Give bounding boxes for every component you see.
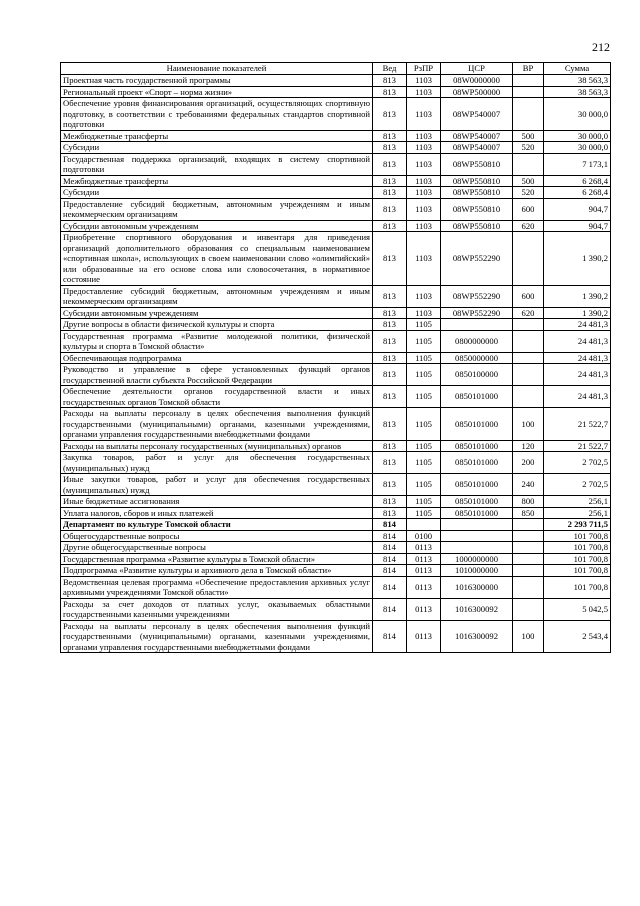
table-body bbox=[61, 75, 611, 653]
cell-name: Приобретение спортивного оборудования и инвентаря для приведения организаций дополнительного образования со специальным наименованием «спортивная школа», использующих в своем наименовании слово «олимпийский» или образованные на его основе слова или словосочетания, в нормативное состояние bbox=[61, 232, 373, 286]
cell-vr bbox=[513, 598, 544, 620]
cell-csr: 0850101000 bbox=[441, 452, 513, 474]
cell-vr: 100 bbox=[513, 408, 544, 441]
cell-csr: 08WP552290 bbox=[441, 285, 513, 307]
table-row bbox=[61, 408, 611, 441]
cell-name: Субсидии автономным учреждениям bbox=[61, 220, 373, 232]
cell-csr: 0850101000 bbox=[441, 408, 513, 441]
cell-csr: 08WP550810 bbox=[441, 198, 513, 220]
cell-name: Субсидии bbox=[61, 187, 373, 199]
cell-name: Субсидии автономным учреждениям bbox=[61, 307, 373, 319]
cell-sum: 21 522,7 bbox=[544, 408, 611, 441]
cell-sum: 101 700,8 bbox=[544, 576, 611, 598]
cell-vr bbox=[513, 576, 544, 598]
cell-ved: 813 bbox=[373, 75, 407, 87]
cell-vr bbox=[513, 565, 544, 577]
header-csr: ЦСР bbox=[441, 63, 513, 75]
cell-ved: 813 bbox=[373, 307, 407, 319]
table-row bbox=[61, 598, 611, 620]
cell-rzpr: 1103 bbox=[407, 187, 441, 199]
cell-csr: 0850101000 bbox=[441, 386, 513, 408]
cell-ved: 814 bbox=[373, 530, 407, 542]
cell-name: Государственная программа «Развитие культуры в Томской области» bbox=[61, 553, 373, 565]
table-row bbox=[61, 620, 611, 653]
cell-sum: 1 390,2 bbox=[544, 232, 611, 286]
cell-csr: 1016300092 bbox=[441, 620, 513, 653]
cell-sum: 6 268,4 bbox=[544, 175, 611, 187]
cell-name: Расходы за счет доходов от платных услуг, оказываемых областными государственными казенными учреждениями bbox=[61, 598, 373, 620]
cell-ved: 813 bbox=[373, 220, 407, 232]
cell-csr: 08WP550810 bbox=[441, 175, 513, 187]
cell-rzpr: 0113 bbox=[407, 598, 441, 620]
table-row bbox=[61, 542, 611, 554]
cell-vr: 600 bbox=[513, 198, 544, 220]
table-row bbox=[61, 496, 611, 508]
cell-rzpr: 1105 bbox=[407, 440, 441, 452]
table-header-row bbox=[61, 63, 611, 75]
cell-csr bbox=[441, 519, 513, 531]
cell-sum: 24 481,3 bbox=[544, 364, 611, 386]
table-row bbox=[61, 352, 611, 364]
cell-sum: 24 481,3 bbox=[544, 319, 611, 331]
cell-rzpr: 1103 bbox=[407, 307, 441, 319]
cell-name: Иные закупки товаров, работ и услуг для обеспечения государственных (муниципальных) нужд bbox=[61, 474, 373, 496]
cell-rzpr: 1105 bbox=[407, 330, 441, 352]
cell-csr: 0850101000 bbox=[441, 440, 513, 452]
cell-sum: 101 700,8 bbox=[544, 530, 611, 542]
cell-rzpr: 0113 bbox=[407, 553, 441, 565]
cell-name: Предоставление субсидий бюджетным, автономным учреждениям и иным некоммерческим организациям bbox=[61, 198, 373, 220]
cell-rzpr: 0113 bbox=[407, 565, 441, 577]
cell-ved: 813 bbox=[373, 330, 407, 352]
cell-ved: 813 bbox=[373, 496, 407, 508]
cell-csr: 08WP552290 bbox=[441, 307, 513, 319]
cell-name: Закупка товаров, работ и услуг для обеспечения государственных (муниципальных) нужд bbox=[61, 452, 373, 474]
cell-sum: 38 563,3 bbox=[544, 75, 611, 87]
cell-csr: 0850101000 bbox=[441, 507, 513, 519]
cell-csr: 1016300092 bbox=[441, 598, 513, 620]
cell-name: Субсидии bbox=[61, 142, 373, 154]
cell-name: Государственная программа «Развитие молодежной политики, физической культуры и спорта в Томской области» bbox=[61, 330, 373, 352]
cell-vr bbox=[513, 364, 544, 386]
cell-rzpr: 1103 bbox=[407, 142, 441, 154]
cell-name: Государственная поддержка организаций, входящих в систему спортивной подготовки bbox=[61, 153, 373, 175]
table-row bbox=[61, 474, 611, 496]
cell-rzpr: 0100 bbox=[407, 530, 441, 542]
cell-name: Обеспечение уровня финансирования организаций, осуществляющих спортивную подготовку, в соответствии с требованиями федеральных стандартов спортивной подготовки bbox=[61, 98, 373, 131]
cell-rzpr: 1103 bbox=[407, 153, 441, 175]
cell-sum: 1 390,2 bbox=[544, 307, 611, 319]
cell-vr: 800 bbox=[513, 496, 544, 508]
cell-ved: 813 bbox=[373, 130, 407, 142]
table-row bbox=[61, 565, 611, 577]
cell-vr bbox=[513, 519, 544, 531]
cell-csr: 08WP500000 bbox=[441, 86, 513, 98]
cell-vr: 620 bbox=[513, 307, 544, 319]
cell-rzpr: 1103 bbox=[407, 232, 441, 286]
cell-vr bbox=[513, 319, 544, 331]
cell-csr bbox=[441, 530, 513, 542]
table-row bbox=[61, 142, 611, 154]
cell-csr: 1016300000 bbox=[441, 576, 513, 598]
page-number: 212 bbox=[592, 40, 610, 54]
table-row bbox=[61, 364, 611, 386]
header-name: Наименование показателей bbox=[61, 63, 373, 75]
cell-rzpr: 0113 bbox=[407, 620, 441, 653]
cell-name: Другие общегосударственные вопросы bbox=[61, 542, 373, 554]
table-row bbox=[61, 519, 611, 531]
cell-name: Ведомственная целевая программа «Обеспечение предоставления архивных услуг архивными учреждениями Томской области» bbox=[61, 576, 373, 598]
table-row bbox=[61, 198, 611, 220]
table-row bbox=[61, 98, 611, 131]
cell-rzpr: 1105 bbox=[407, 386, 441, 408]
cell-csr: 0800000000 bbox=[441, 330, 513, 352]
table-row bbox=[61, 130, 611, 142]
cell-sum: 38 563,3 bbox=[544, 86, 611, 98]
cell-name: Предоставление субсидий бюджетным, автономным учреждениям и иным некоммерческим организациям bbox=[61, 285, 373, 307]
cell-name: Иные бюджетные ассигнования bbox=[61, 496, 373, 508]
cell-sum: 2 702,5 bbox=[544, 474, 611, 496]
table-row bbox=[61, 576, 611, 598]
cell-name: Межбюджетные трансферты bbox=[61, 130, 373, 142]
cell-sum: 1 390,2 bbox=[544, 285, 611, 307]
table-row bbox=[61, 285, 611, 307]
table-row bbox=[61, 187, 611, 199]
cell-sum: 101 700,8 bbox=[544, 542, 611, 554]
cell-ved: 814 bbox=[373, 519, 407, 531]
cell-vr: 520 bbox=[513, 142, 544, 154]
cell-ved: 813 bbox=[373, 452, 407, 474]
cell-vr: 120 bbox=[513, 440, 544, 452]
table-row bbox=[61, 220, 611, 232]
cell-name: Расходы на выплаты персоналу в целях обеспечения выполнения функций государственными (муниципальными) органами, казенными учреждениями, органами управления государственными внебюджетными фондами bbox=[61, 408, 373, 441]
cell-name: Уплата налогов, сборов и иных платежей bbox=[61, 507, 373, 519]
cell-rzpr: 1103 bbox=[407, 75, 441, 87]
cell-ved: 813 bbox=[373, 386, 407, 408]
cell-csr: 08WP552290 bbox=[441, 232, 513, 286]
cell-sum: 904,7 bbox=[544, 220, 611, 232]
cell-csr bbox=[441, 319, 513, 331]
cell-ved: 813 bbox=[373, 232, 407, 286]
cell-csr: 1000000000 bbox=[441, 553, 513, 565]
cell-rzpr: 0113 bbox=[407, 576, 441, 598]
cell-vr bbox=[513, 542, 544, 554]
cell-ved: 813 bbox=[373, 408, 407, 441]
cell-sum: 2 543,4 bbox=[544, 620, 611, 653]
cell-ved: 814 bbox=[373, 542, 407, 554]
table-row bbox=[61, 386, 611, 408]
cell-vr: 520 bbox=[513, 187, 544, 199]
cell-rzpr: 1103 bbox=[407, 130, 441, 142]
cell-csr: 0850100000 bbox=[441, 364, 513, 386]
budget-table bbox=[60, 62, 611, 653]
cell-vr bbox=[513, 330, 544, 352]
cell-rzpr: 1103 bbox=[407, 220, 441, 232]
cell-csr: 08WP540007 bbox=[441, 98, 513, 131]
cell-rzpr: 1105 bbox=[407, 452, 441, 474]
cell-sum: 30 000,0 bbox=[544, 98, 611, 131]
table-row bbox=[61, 86, 611, 98]
cell-rzpr: 1103 bbox=[407, 86, 441, 98]
cell-sum: 30 000,0 bbox=[544, 142, 611, 154]
table-row bbox=[61, 153, 611, 175]
cell-ved: 813 bbox=[373, 175, 407, 187]
cell-vr: 620 bbox=[513, 220, 544, 232]
table-row bbox=[61, 507, 611, 519]
cell-csr: 0850101000 bbox=[441, 474, 513, 496]
cell-vr: 500 bbox=[513, 175, 544, 187]
cell-vr: 200 bbox=[513, 452, 544, 474]
cell-sum: 24 481,3 bbox=[544, 330, 611, 352]
table-row bbox=[61, 452, 611, 474]
cell-name: Подпрограмма «Развитие культуры и архивного дела в Томской области» bbox=[61, 565, 373, 577]
table-row bbox=[61, 232, 611, 286]
cell-name: Общегосударственные вопросы bbox=[61, 530, 373, 542]
cell-csr: 08WP540007 bbox=[441, 142, 513, 154]
cell-ved: 814 bbox=[373, 565, 407, 577]
cell-rzpr: 1103 bbox=[407, 198, 441, 220]
cell-ved: 813 bbox=[373, 86, 407, 98]
cell-rzpr: 1105 bbox=[407, 364, 441, 386]
cell-name: Другие вопросы в области физической культуры и спорта bbox=[61, 319, 373, 331]
cell-ved: 814 bbox=[373, 576, 407, 598]
cell-name: Обеспечивающая подпрограмма bbox=[61, 352, 373, 364]
cell-vr: 240 bbox=[513, 474, 544, 496]
cell-ved: 813 bbox=[373, 474, 407, 496]
cell-ved: 813 bbox=[373, 507, 407, 519]
cell-vr bbox=[513, 98, 544, 131]
cell-name: Межбюджетные трансферты bbox=[61, 175, 373, 187]
table-row bbox=[61, 175, 611, 187]
cell-rzpr: 0113 bbox=[407, 542, 441, 554]
header-sum: Сумма bbox=[544, 63, 611, 75]
cell-rzpr: 1105 bbox=[407, 319, 441, 331]
cell-csr: 0850101000 bbox=[441, 496, 513, 508]
cell-vr bbox=[513, 386, 544, 408]
cell-rzpr: 1103 bbox=[407, 175, 441, 187]
cell-rzpr: 1103 bbox=[407, 285, 441, 307]
cell-sum: 24 481,3 bbox=[544, 352, 611, 364]
header-ved: Вед bbox=[373, 63, 407, 75]
cell-sum: 7 173,1 bbox=[544, 153, 611, 175]
cell-ved: 813 bbox=[373, 352, 407, 364]
cell-sum: 6 268,4 bbox=[544, 187, 611, 199]
cell-csr: 08WP550810 bbox=[441, 153, 513, 175]
cell-sum: 256,1 bbox=[544, 496, 611, 508]
cell-vr: 100 bbox=[513, 620, 544, 653]
cell-csr: 08WP550810 bbox=[441, 220, 513, 232]
cell-vr bbox=[513, 153, 544, 175]
cell-vr bbox=[513, 352, 544, 364]
table-row bbox=[61, 75, 611, 87]
cell-sum: 21 522,7 bbox=[544, 440, 611, 452]
table-row bbox=[61, 553, 611, 565]
cell-sum: 256,1 bbox=[544, 507, 611, 519]
cell-csr: 08W0000000 bbox=[441, 75, 513, 87]
header-rzpr: РзПР bbox=[407, 63, 441, 75]
cell-ved: 814 bbox=[373, 620, 407, 653]
table-row bbox=[61, 440, 611, 452]
cell-ved: 813 bbox=[373, 187, 407, 199]
cell-ved: 813 bbox=[373, 440, 407, 452]
cell-name: Проектная часть государственной программы bbox=[61, 75, 373, 87]
cell-vr bbox=[513, 75, 544, 87]
cell-rzpr: 1105 bbox=[407, 507, 441, 519]
header-vr: ВР bbox=[513, 63, 544, 75]
cell-sum: 2 293 711,5 bbox=[544, 519, 611, 531]
table-row bbox=[61, 530, 611, 542]
cell-ved: 813 bbox=[373, 285, 407, 307]
cell-vr: 600 bbox=[513, 285, 544, 307]
cell-vr bbox=[513, 530, 544, 542]
cell-ved: 813 bbox=[373, 198, 407, 220]
cell-sum: 5 042,5 bbox=[544, 598, 611, 620]
cell-ved: 814 bbox=[373, 598, 407, 620]
cell-ved: 813 bbox=[373, 98, 407, 131]
cell-sum: 24 481,3 bbox=[544, 386, 611, 408]
cell-vr: 850 bbox=[513, 507, 544, 519]
cell-csr: 1010000000 bbox=[441, 565, 513, 577]
cell-vr bbox=[513, 553, 544, 565]
cell-ved: 813 bbox=[373, 153, 407, 175]
cell-name: Департамент по культуре Томской области bbox=[61, 519, 373, 531]
table-row bbox=[61, 307, 611, 319]
cell-sum: 101 700,8 bbox=[544, 565, 611, 577]
cell-csr: 08WP550810 bbox=[441, 187, 513, 199]
cell-name: Расходы на выплаты персоналу государственных (муниципальных) органов bbox=[61, 440, 373, 452]
cell-name: Региональный проект «Спорт – норма жизни» bbox=[61, 86, 373, 98]
cell-sum: 904,7 bbox=[544, 198, 611, 220]
cell-rzpr: 1105 bbox=[407, 408, 441, 441]
cell-ved: 813 bbox=[373, 364, 407, 386]
cell-csr: 08WP540007 bbox=[441, 130, 513, 142]
cell-ved: 814 bbox=[373, 553, 407, 565]
cell-ved: 813 bbox=[373, 319, 407, 331]
cell-csr: 0850000000 bbox=[441, 352, 513, 364]
cell-sum: 30 000,0 bbox=[544, 130, 611, 142]
cell-rzpr: 1105 bbox=[407, 352, 441, 364]
cell-name: Руководство и управление в сфере установленных функций органов государственной власти субъекта Российской Федерации bbox=[61, 364, 373, 386]
cell-rzpr: 1105 bbox=[407, 474, 441, 496]
cell-vr: 500 bbox=[513, 130, 544, 142]
cell-rzpr: 1105 bbox=[407, 496, 441, 508]
cell-sum: 2 702,5 bbox=[544, 452, 611, 474]
cell-vr bbox=[513, 232, 544, 286]
cell-rzpr: 1103 bbox=[407, 98, 441, 131]
cell-vr bbox=[513, 86, 544, 98]
cell-name: Расходы на выплаты персоналу в целях обеспечения выполнения функций государственными (муниципальными) органами, казенными учреждениями, органами управления государственными внебюджетными фондами bbox=[61, 620, 373, 653]
table-row bbox=[61, 330, 611, 352]
cell-ved: 813 bbox=[373, 142, 407, 154]
cell-sum: 101 700,8 bbox=[544, 553, 611, 565]
cell-csr bbox=[441, 542, 513, 554]
cell-name: Обеспечение деятельности органов государственной власти и иных государственных органов Томской области bbox=[61, 386, 373, 408]
table-row bbox=[61, 319, 611, 331]
cell-rzpr bbox=[407, 519, 441, 531]
